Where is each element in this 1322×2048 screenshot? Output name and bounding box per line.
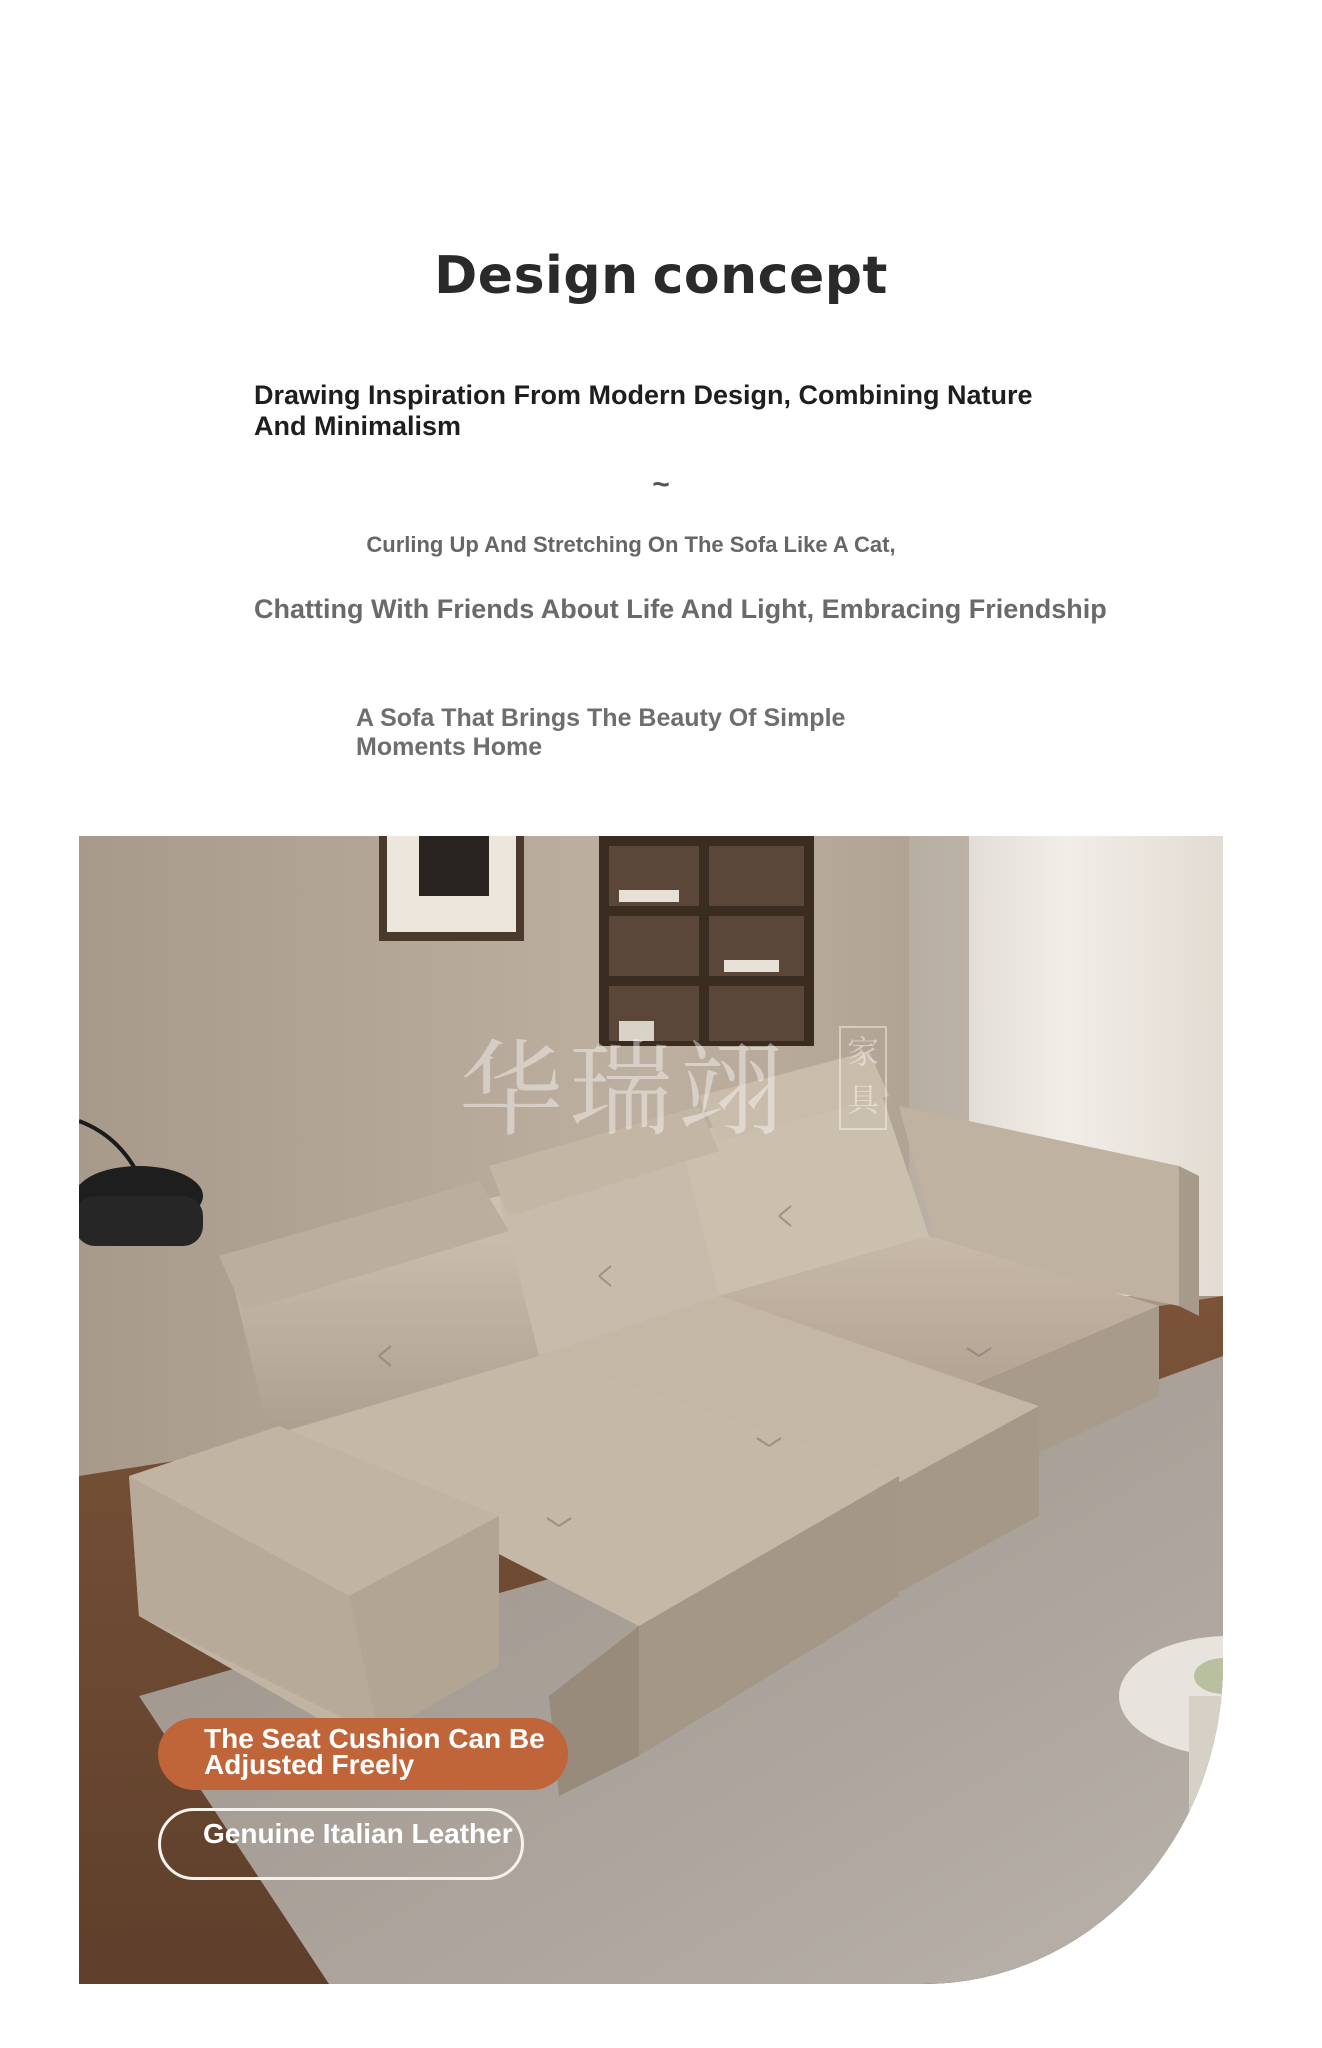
intro-line-2: Curling Up And Stretching On The Sofa Like A Cat, <box>366 532 896 557</box>
intro-line-4: A Sofa That Brings The Beauty Of Simple Moments Home <box>356 704 846 761</box>
brand-watermark-seal: 家具 <box>839 1026 887 1130</box>
feature-badge-label: The Seat Cushion Can Be Adjusted Freely <box>204 1723 545 1780</box>
feature-badge-leather <box>158 1808 524 1880</box>
title-highlight-word: Design <box>434 246 639 306</box>
sofa-product-photo <box>79 836 1223 1984</box>
page-title <box>0 246 1322 306</box>
feature-badge-seat-adjust <box>158 1718 568 1790</box>
title-word: concept <box>652 246 888 306</box>
brand-watermark: 华瑞翊 <box>459 1029 790 1151</box>
intro-line-3: Chatting With Friends About Life And Light, Embracing Friendship <box>254 594 1107 624</box>
separator-tilde: ~ <box>652 468 670 501</box>
feature-badge-label: Genuine Italian Leather <box>203 1818 513 1849</box>
intro-line-1: Drawing Inspiration From Modern Design, Combining Nature And Minimalism <box>254 380 1033 441</box>
